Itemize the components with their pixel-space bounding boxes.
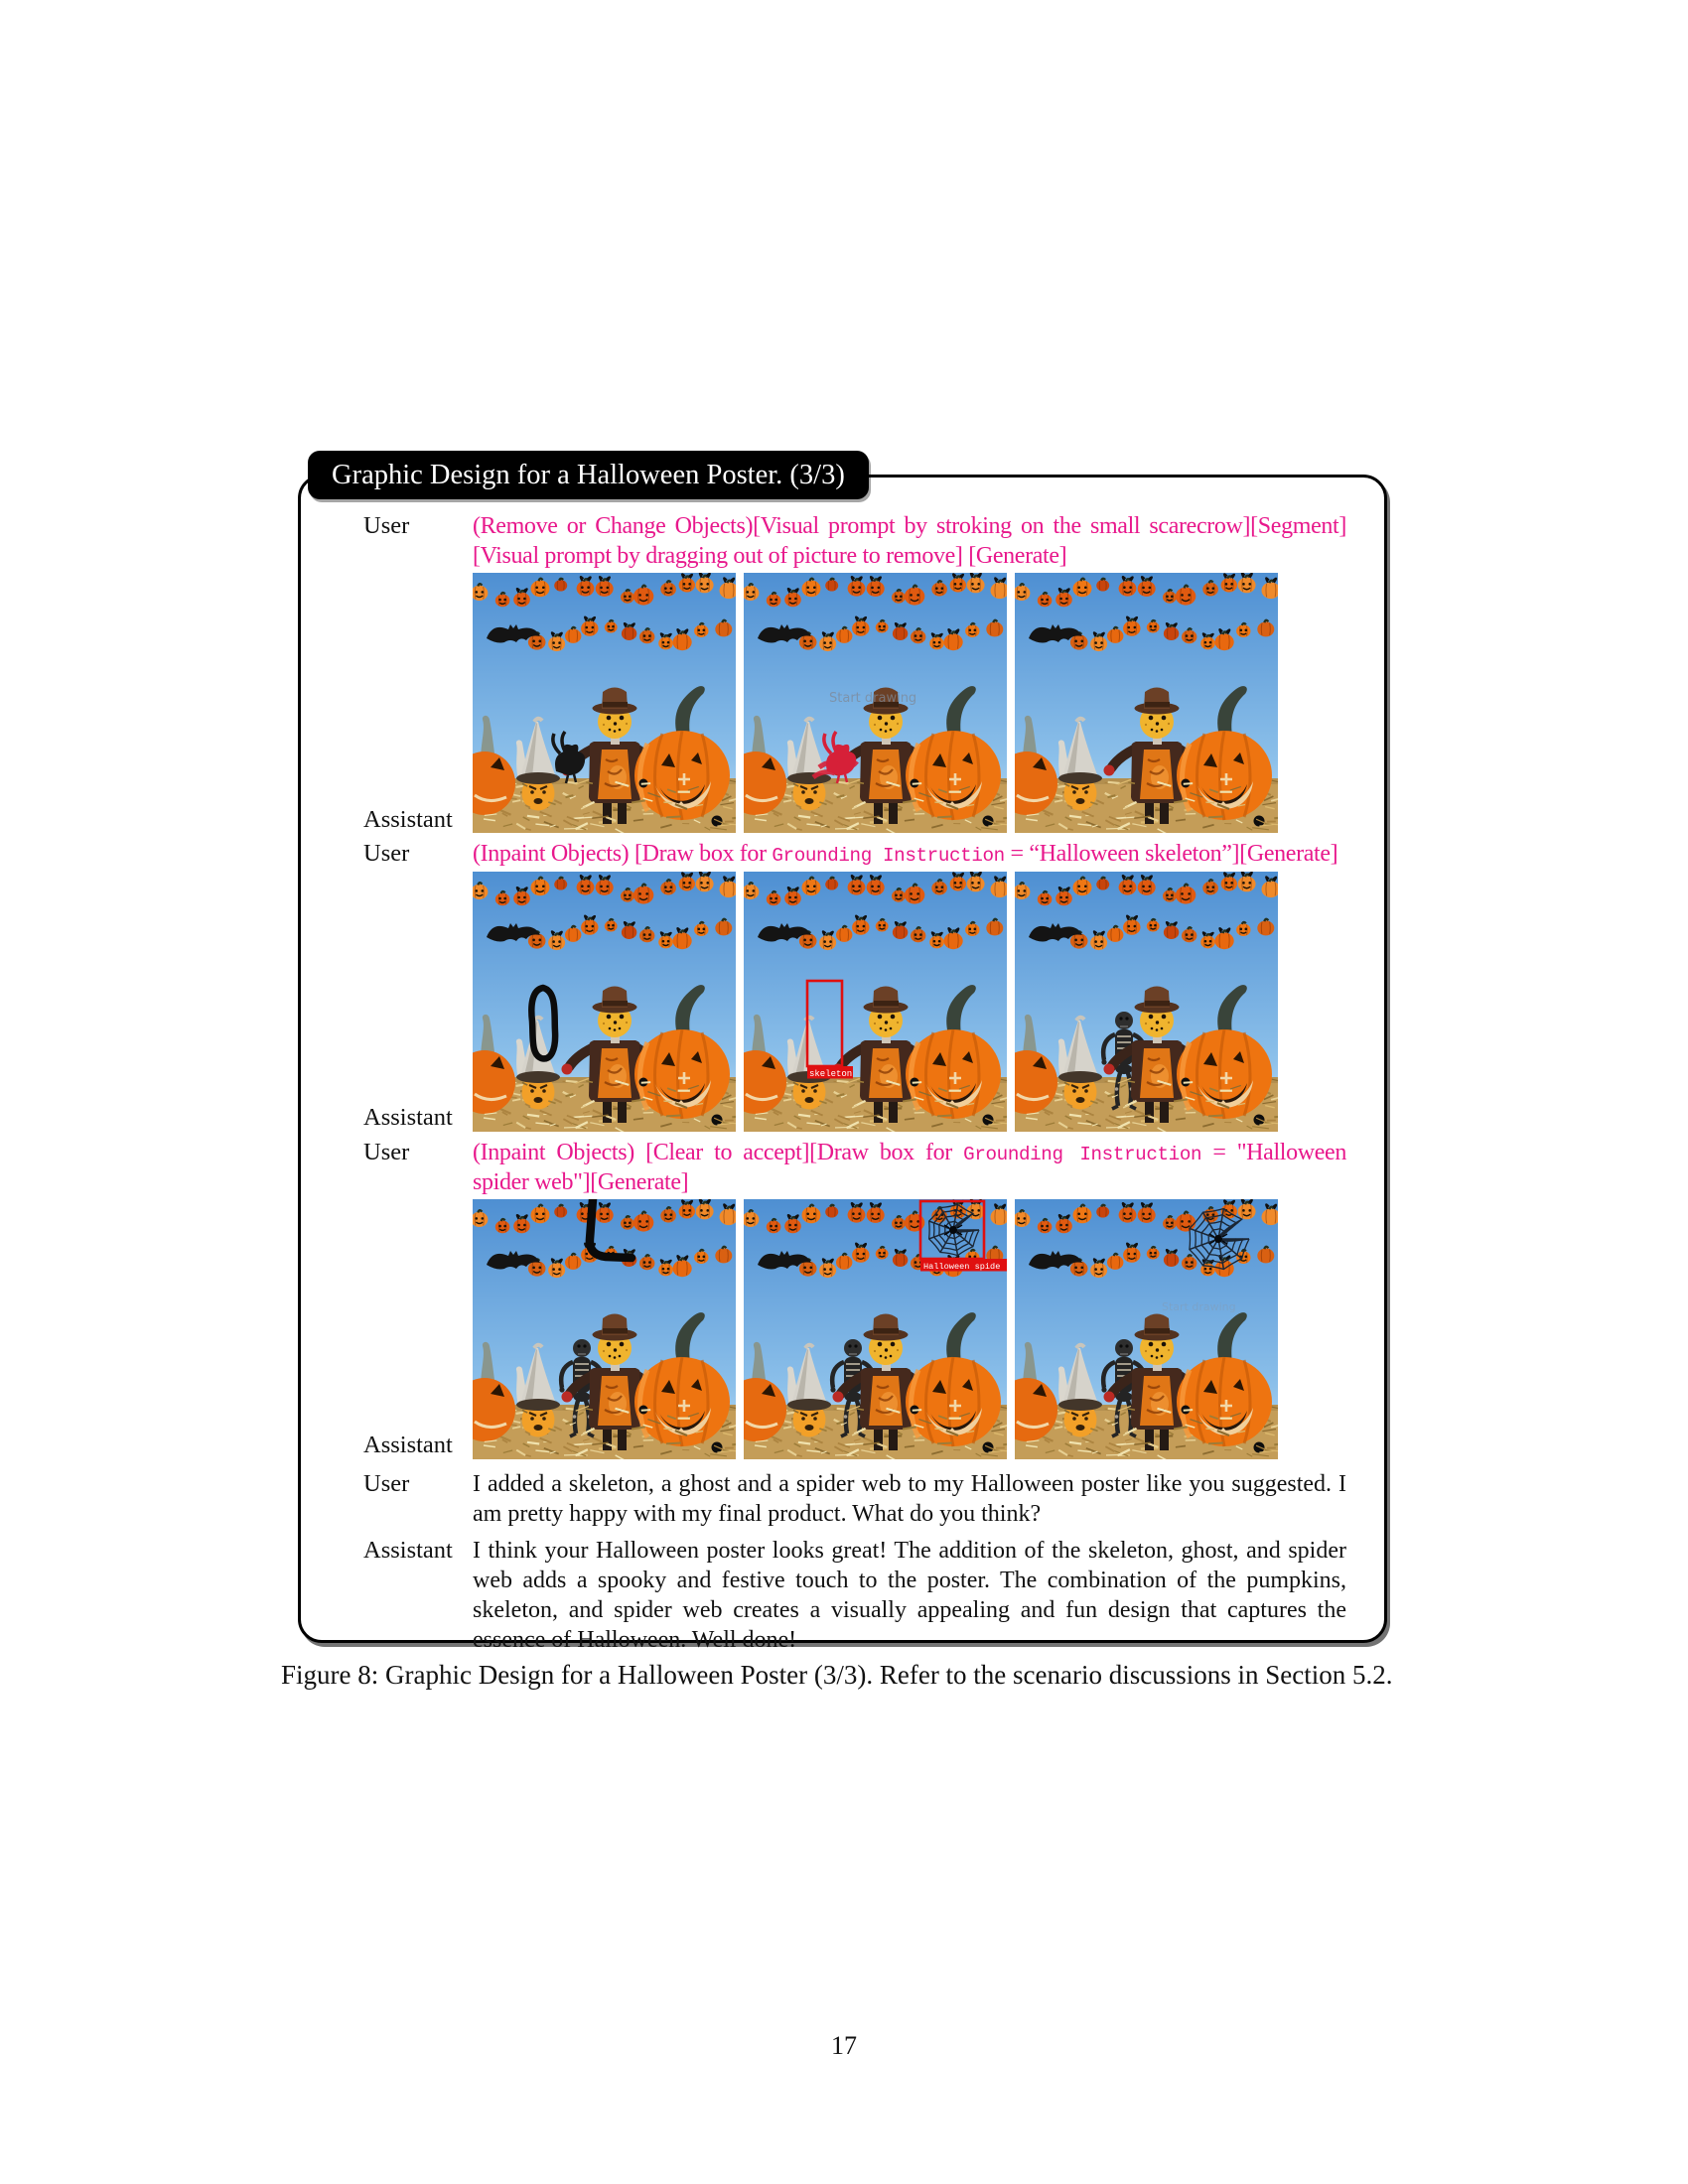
turn-assistant-1 [363,573,1384,833]
page-number: 17 [831,2031,857,2060]
speaker-label: User [363,1138,410,1165]
image-row-3 [473,1199,1278,1459]
text-segment: Grounding Instruction [963,1143,1202,1165]
speaker-label: Assistant [363,1432,453,1459]
poster-image [744,872,1007,1132]
turn-user-3 [363,1138,1384,1197]
text-segment: I think your Halloween poster looks great! The addition of the skeleton, ghost, and spider web adds a spooky and festive touch to the poster. The combination of the pumpkins, skeleton, and spider web creates a visually appealing and fun design that captures the essence of Halloween. Well done! [473,1537,1346,1654]
poster-image [744,1199,1007,1459]
poster-image [1015,573,1278,833]
turn-assistant-2 [363,872,1384,1132]
turn-user-2 [363,839,1384,869]
svg-text:skeleton: skeleton [809,1068,853,1079]
svg-text:Halloween spide: Halloween spide [923,1262,1001,1273]
turn-text [473,1469,1346,1529]
svg-text:Start drawing: Start drawing [1162,1300,1236,1314]
speaker-label: Assistant [363,1103,453,1131]
turn-user-1 [363,511,1384,571]
speaker-label: User [363,1470,410,1498]
turn-text [473,1536,1346,1656]
turn-user-4 [363,1469,1384,1529]
text-segment: (Inpaint Objects) [Draw box for [473,841,773,868]
dialogue-panel [298,475,1387,1654]
speaker-label: Assistant [363,1536,453,1564]
poster-image [473,573,736,833]
poster-image [473,872,736,1132]
turn-text [473,1138,1346,1197]
svg-text:Start drawing: Start drawing [829,691,917,707]
text-segment: I added a skeleton, a ghost and a spider web to my Halloween poster like you suggested. I am pretty happy with my final product. What do you think? [473,1471,1346,1528]
poster-image [744,573,1007,833]
poster-image [473,1199,736,1459]
speaker-label: User [363,840,410,868]
image-row-1 [473,573,1278,833]
text-segment: (Inpaint Objects) [Clear to accept][Draw box for [473,1139,964,1165]
text-segment: Grounding Instruction [772,845,1005,868]
panel-title: Graphic Design for a Halloween Poster. (3/3) [308,451,869,499]
text-segment: (Remove or Change Objects)[Visual prompt by stroking on the small scarecrow][Segment][Visual prompt by dragging out of picture to remove] [Generate] [473,513,1346,570]
text-segment: = "Halloween spider web"][Generate] [473,1139,1346,1195]
poster-image [1015,1199,1278,1459]
image-row-2 [473,872,1278,1132]
turn-assistant-3 [363,1199,1384,1459]
figure-caption: Figure 8: Graphic Design for a Halloween Poster (3/3). Refer to the scenario discussions in Section 5.2. [281,1660,1393,1690]
text-segment: = “Halloween skeleton”][Generate] [1004,841,1338,868]
speaker-label: User [363,512,410,539]
turn-text [473,511,1346,571]
turn-assistant-4 [363,1536,1384,1656]
poster-image [1015,872,1278,1132]
speaker-label: Assistant [363,805,453,833]
turn-text [473,839,1346,869]
